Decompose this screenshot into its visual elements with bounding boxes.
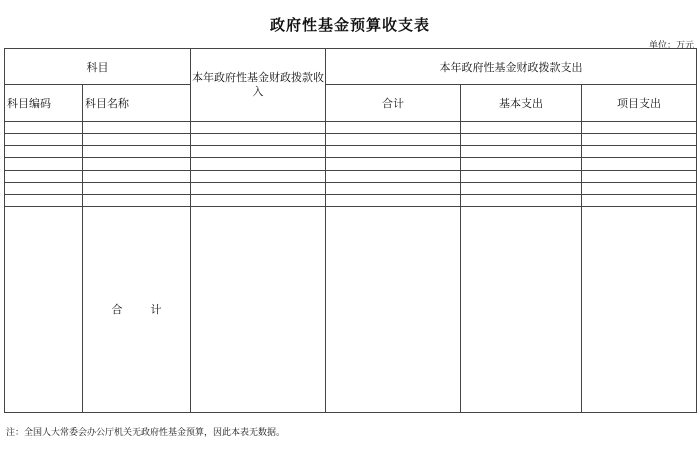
table-cell [326, 206, 461, 412]
table-cell [326, 122, 461, 134]
table-cell [83, 134, 191, 146]
table-row [5, 122, 697, 134]
table-cell [83, 170, 191, 182]
table-cell [582, 134, 697, 146]
header-subject-name: 科目名称 [83, 85, 191, 122]
table-cell [582, 146, 697, 158]
table-cell [5, 206, 83, 412]
table-row [5, 194, 697, 206]
header-expense-group: 本年政府性基金财政拨款支出 [326, 49, 697, 85]
table-cell [5, 194, 83, 206]
table-cell [461, 170, 582, 182]
table-cell [83, 122, 191, 134]
table-cell [191, 170, 326, 182]
header-subject-code: 科目编码 [5, 85, 83, 122]
table-cell [582, 206, 697, 412]
table-cell [326, 182, 461, 194]
table-cell [582, 194, 697, 206]
table-cell [582, 158, 697, 170]
table-cell [83, 146, 191, 158]
header-project: 项目支出 [582, 85, 697, 122]
table-cell [326, 134, 461, 146]
header-row-1 [5, 49, 697, 85]
table-cell [5, 182, 83, 194]
table-cell [582, 170, 697, 182]
table-row [5, 182, 697, 194]
table-row [5, 134, 697, 146]
table-row [5, 146, 697, 158]
table-cell [5, 122, 83, 134]
total-row-label: 合计 [83, 206, 191, 412]
table-cell [326, 146, 461, 158]
header-total: 合计 [326, 85, 461, 122]
table-cell [461, 146, 582, 158]
footnote: 注：全国人大常委会办公厅机关无政府性基金预算，因此本表无数据。 [6, 428, 286, 438]
table-cell [582, 182, 697, 194]
header-basic: 基本支出 [461, 85, 582, 122]
table-cell [5, 170, 83, 182]
total-row [5, 206, 697, 412]
table-cell [461, 182, 582, 194]
table-cell [326, 194, 461, 206]
table-cell [582, 122, 697, 134]
header-income: 本年政府性基金财政拨款收入 [191, 49, 326, 122]
table-cell [5, 146, 83, 158]
table-cell [191, 146, 326, 158]
unit-label: 单位：万元 [648, 41, 694, 51]
table-row [5, 170, 697, 182]
table-cell [191, 182, 326, 194]
table-cell [191, 194, 326, 206]
page-title: 政府性基金预算收支表 [269, 16, 430, 34]
table-cell [461, 158, 582, 170]
budget-table [4, 48, 697, 413]
table-cell [191, 206, 326, 412]
table-cell [191, 134, 326, 146]
table-cell [191, 158, 326, 170]
table-cell [461, 134, 582, 146]
table-row [5, 158, 697, 170]
header-subject-group: 科目 [5, 49, 191, 85]
table-cell [461, 122, 582, 134]
table-cell [461, 194, 582, 206]
header-row-2 [5, 85, 697, 122]
table-cell [83, 194, 191, 206]
table-cell [191, 122, 326, 134]
table-cell [5, 158, 83, 170]
table-cell [326, 158, 461, 170]
table-cell [83, 158, 191, 170]
table-cell [326, 170, 461, 182]
table-cell [5, 134, 83, 146]
table-cell [83, 182, 191, 194]
table-cell [461, 206, 582, 412]
